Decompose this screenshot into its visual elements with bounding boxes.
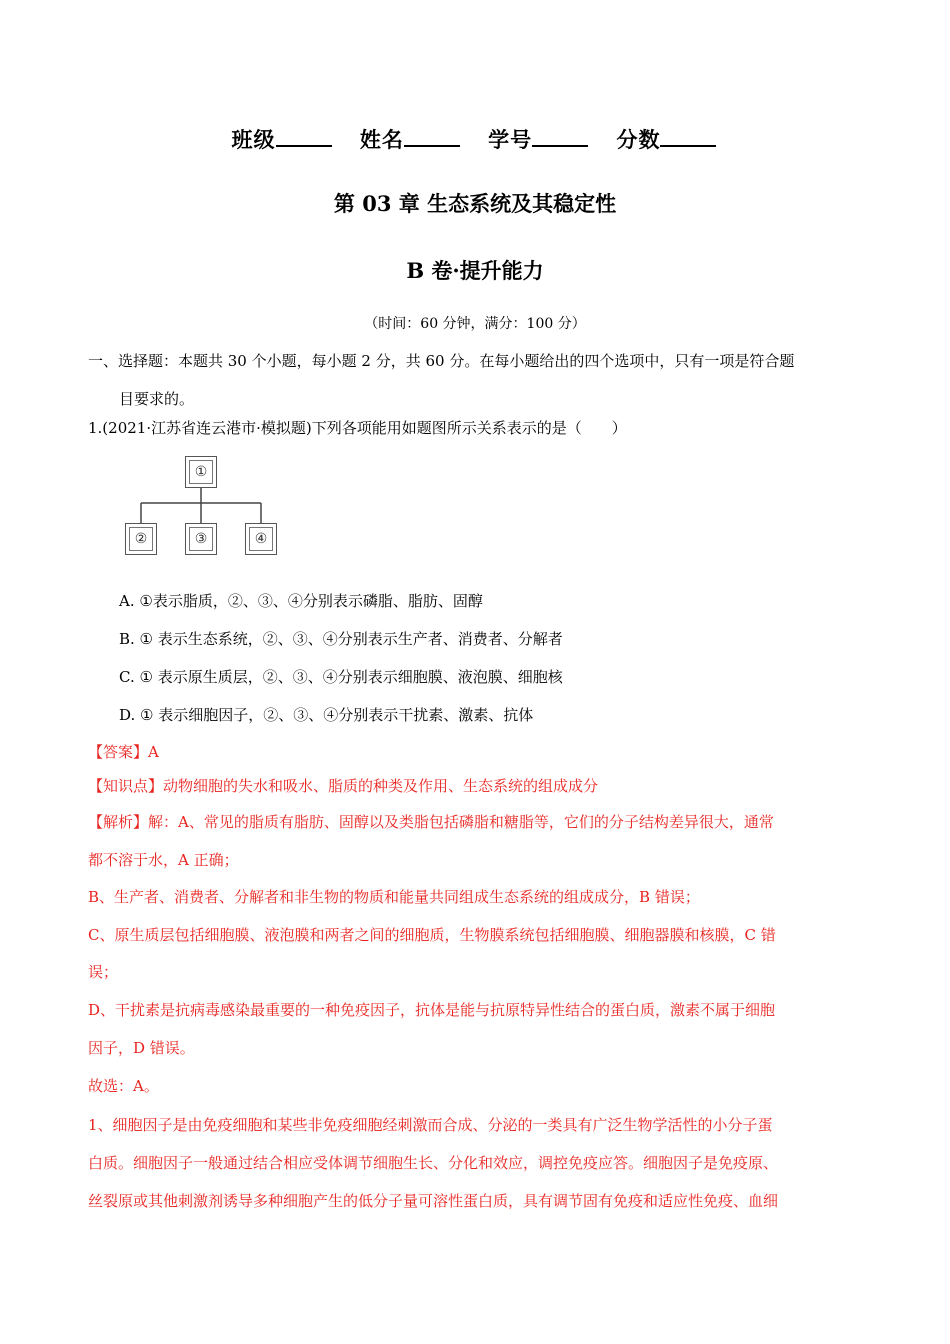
class-label: 班级	[231, 128, 276, 152]
section-line-2: 目要求的。	[119, 390, 195, 408]
name-label: 姓名	[359, 128, 404, 152]
diagram-node-2-label: ②	[129, 527, 153, 551]
option-d[interactable]: D. ① 表示细胞因子，②、③、④分别表示干扰素、激素、抗体	[119, 706, 534, 724]
analysis-line: C、原生质层包括细胞膜、液泡膜和两者之间的细胞质，生物膜系统包括细胞膜、细胞器膜和核膜，C 错	[88, 926, 776, 944]
relationship-diagram	[124, 453, 294, 563]
analysis-line: 1、细胞因子是由免疫细胞和某些非免疫细胞经刺激而合成、分泌的一类具有广泛生物学活性的小分子蛋	[88, 1116, 773, 1134]
score-label: 分数	[616, 128, 661, 152]
volume-title: B 卷·提升能力	[406, 258, 544, 283]
score-field[interactable]	[616, 124, 718, 154]
analysis-line: D、干扰素是抗病毒感染最重要的一种免疫因子，抗体是能与抗原特异性结合的蛋白质，激素不属于细胞	[88, 1001, 776, 1019]
name-blank	[404, 127, 460, 147]
diagram-node-2	[125, 523, 157, 555]
diagram-node-3	[185, 523, 217, 555]
diagram-node-4	[245, 523, 277, 555]
diagram-node-4-label: ④	[249, 527, 273, 551]
score-blank	[660, 127, 716, 147]
diagram-node-1	[185, 456, 217, 488]
answer-line: 【答案】A	[88, 743, 159, 761]
section-line-1: 一、选择题：本题共 30 个小题，每小题 2 分，共 60 分。在每小题给出的四个选项中，只有一项是符合题	[88, 352, 795, 370]
diagram-node-3-label: ③	[189, 527, 213, 551]
diagram-node-1-label: ①	[189, 460, 213, 484]
analysis-line: 误；	[88, 963, 119, 981]
knowledge-point-line: 【知识点】动物细胞的失水和吸水、脂质的种类及作用、生态系统的组成成分	[88, 777, 599, 795]
class-field[interactable]	[232, 124, 352, 154]
student-info-header	[0, 124, 950, 154]
time-info: （时间：60 分钟，满分：100 分）	[364, 316, 586, 332]
name-field[interactable]	[360, 124, 480, 154]
question-stem: 1.(2021·江苏省连云港市·模拟题)下列各项能用如题图所示关系表示的是（ ）	[88, 419, 627, 437]
class-blank	[276, 127, 332, 147]
option-b[interactable]: B. ① 表示生态系统，②、③、④分别表示生产者、消费者、分解者	[119, 630, 563, 648]
analysis-line: 故选：A。	[88, 1077, 159, 1095]
analysis-line: 因子，D 错误。	[88, 1039, 195, 1057]
analysis-line: B、生产者、消费者、分解者和非生物的物质和能量共同组成生态系统的组成成分，B 错误；	[88, 888, 700, 906]
analysis-line: 都不溶于水，A 正确；	[88, 851, 239, 869]
analysis-line: 丝裂原或其他刺激剂诱导多种细胞产生的低分子量可溶性蛋白质，具有调节固有免疫和适应性免疫、血细	[88, 1192, 779, 1210]
chapter-title: 第 03 章 生态系统及其稳定性	[333, 191, 617, 216]
student-number-blank	[532, 127, 588, 147]
analysis-line: 【解析】解：A、常见的脂质有脂肪、固醇以及类脂包括磷脂和糖脂等，它们的分子结构差异很大，通常	[88, 813, 774, 831]
student-number-label: 学号	[488, 128, 533, 152]
option-a[interactable]: A. ①表示脂质，②、③、④分别表示磷脂、脂肪、固醇	[119, 592, 483, 610]
option-c[interactable]: C. ① 表示原生质层，②、③、④分别表示细胞膜、液泡膜、细胞核	[119, 668, 563, 686]
student-number-field[interactable]	[488, 124, 608, 154]
analysis-line: 白质。细胞因子一般通过结合相应受体调节细胞生长、分化和效应，调控免疫应答。细胞因子是免疫原、	[88, 1154, 779, 1172]
section-instructions	[88, 342, 868, 418]
